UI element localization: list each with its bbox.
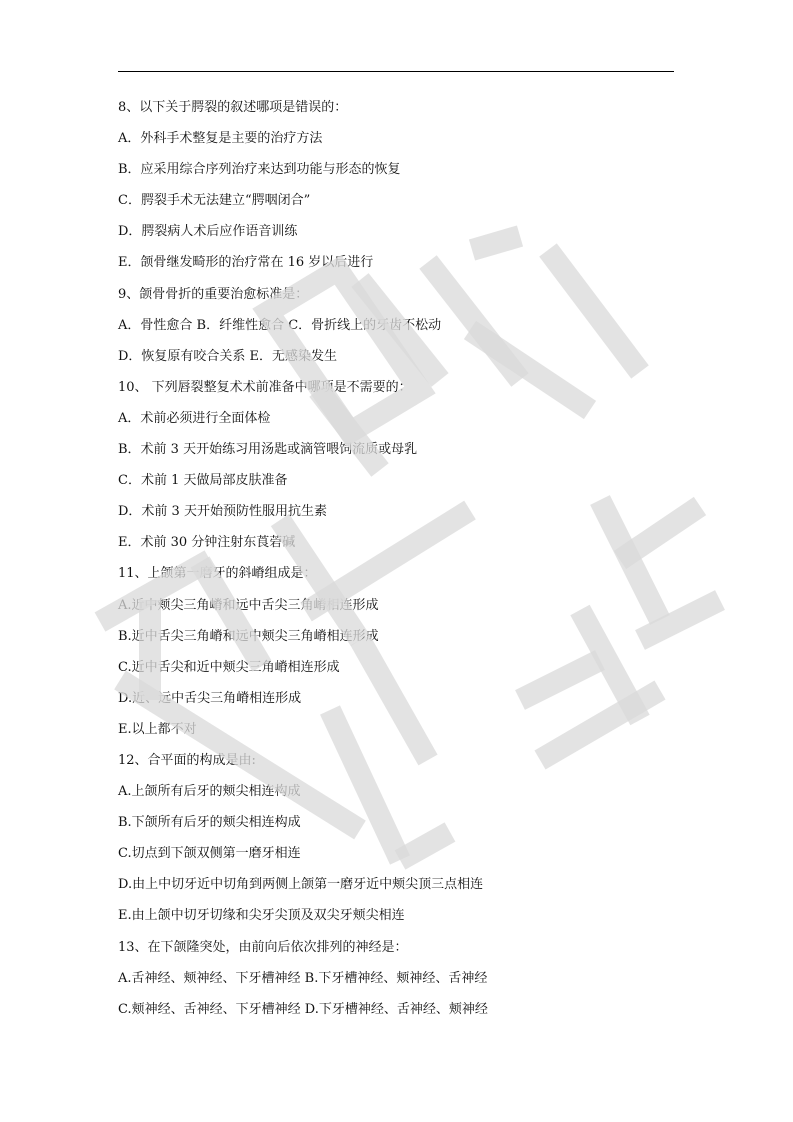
- question-11-stem: 11、上颌第一磨牙的斜嵴组成是：: [118, 566, 317, 582]
- question-11-option-c: C.近中舌尖和近中颊尖三角嵴相连形成: [118, 659, 340, 675]
- question-12-option-d: D.由上中切牙近中切角到两侧上颌第一磨牙近中颊尖顶三点相连: [118, 877, 484, 893]
- question-8-option-c: C．腭裂手术无法建立“腭咽闭合”: [118, 193, 311, 209]
- question-9-options-de: D．恢复原有咬合关系 E．无感染发生: [118, 348, 338, 364]
- question-10-option-c: C．术前 1 天做局部皮肤准备: [118, 473, 288, 489]
- question-11-option-e: E.以上都不对: [118, 721, 197, 737]
- question-text: [118, 92, 678, 1025]
- question-12-option-a: A.上颌所有后牙的颊尖相连构成: [118, 784, 301, 800]
- question-11-option-a: A.近中颊尖三角嵴和远中舌尖三角嵴相连形成: [118, 597, 379, 613]
- question-10-option-b: B．术前 3 天开始练习用汤匙或滴管喂饲流质或母乳: [118, 442, 418, 458]
- question-12-stem: 12、合平面的构成是由:: [118, 752, 256, 768]
- question-10-stem: 10、 下列唇裂整复术术前准备中哪项是不需要的：: [118, 379, 412, 395]
- question-8-option-d: D．腭裂病人术后应作语音训练: [118, 224, 298, 240]
- question-8-option-b: B．应采用综合序列治疗来达到功能与形态的恢复: [118, 162, 401, 178]
- question-12-option-b: B.下颌所有后牙的颊尖相连构成: [118, 815, 301, 831]
- header-rule: [118, 71, 674, 72]
- question-8-stem: 8、以下关于腭裂的叙述哪项是错误的：: [118, 100, 348, 115]
- question-12-option-c: C.切点到下颌双侧第一磨牙相连: [118, 846, 301, 862]
- question-11-option-b: B.近中舌尖三角嵴和远中颊尖三角嵴相连形成: [118, 628, 379, 644]
- question-13-stem: 13、在下颌隆突处，由前向后依次排列的神经是：: [118, 939, 408, 955]
- question-8-option-a: A．外科手术整复是主要的治疗方法: [118, 131, 323, 147]
- question-10-option-e: E．术前 30 分钟注射东莨菪碱: [118, 535, 296, 551]
- question-13-options-ab: A.舌神经、颊神经、下牙槽神经 B.下牙槽神经、颊神经、舌神经: [118, 970, 488, 986]
- question-13-options-cd: C.颊神经、舌神经、下牙槽神经 D.下牙槽神经、舌神经、颊神经: [118, 1001, 488, 1017]
- question-10-option-a: A．术前必须进行全面体检: [118, 410, 271, 426]
- question-9-options-abc: A．骨性愈合 B．纤维性愈合 C．骨折线上的牙齿不松动: [118, 317, 442, 333]
- question-12-option-e: E.由上颌中切牙切缘和尖牙尖顶及双尖牙颊尖相连: [118, 908, 405, 924]
- question-8-option-e: E．颌骨继发畸形的治疗常在 16 岁以后进行: [118, 255, 374, 271]
- question-10-option-d: D．术前 3 天开始预防性服用抗生素: [118, 504, 327, 520]
- question-11-option-d: D.近、远中舌尖三角嵴相连形成: [118, 690, 302, 706]
- question-9-stem: 9、颌骨骨折的重要治愈标准是：: [118, 286, 309, 302]
